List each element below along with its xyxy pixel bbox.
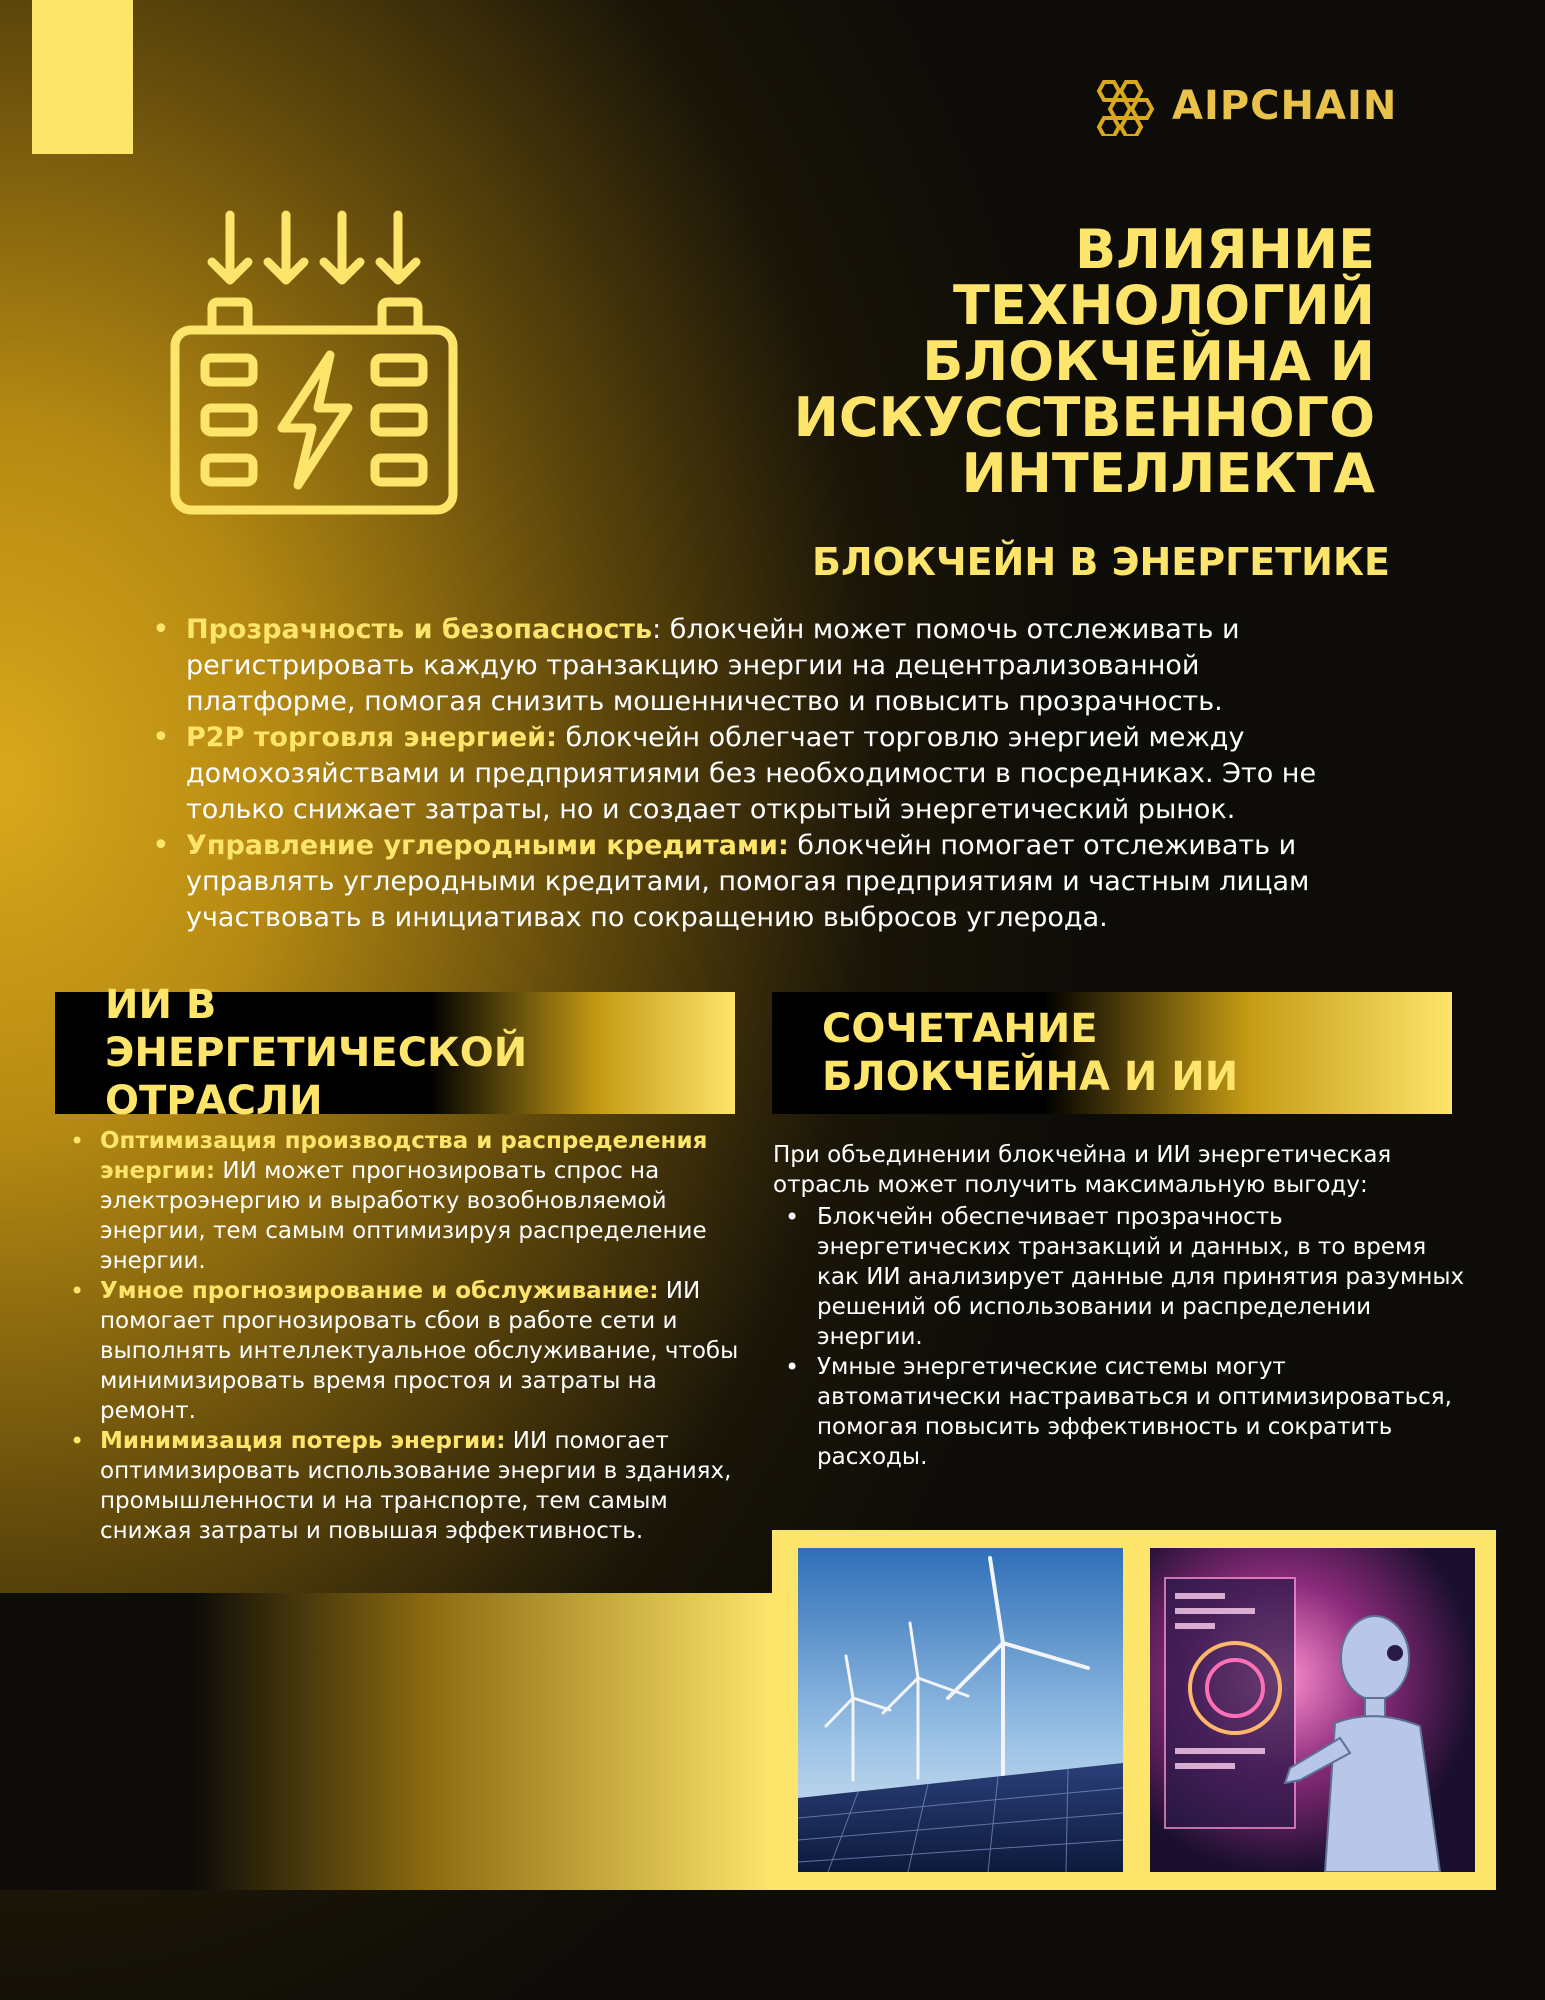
bullet-text: блокчейн облегчает торговлю энергией между домохозяйствами и предприятиями без необходимости в посредниках. Это не только снижает затраты, но и создает открытый энергетический рынок. (186, 722, 1317, 825)
ai-robot-photo (1150, 1548, 1475, 1872)
battery-charging-icon (170, 210, 460, 520)
list-item (70, 1126, 740, 1276)
list-item (150, 612, 1360, 720)
list-item (70, 1276, 740, 1426)
list-item (150, 720, 1360, 828)
wind-solar-photo (798, 1548, 1123, 1872)
bullet-title: P2P торговля энергией: (186, 722, 557, 753)
logo-text: AIPCHAIN (1172, 83, 1398, 129)
combo-section-heading (772, 992, 1452, 1114)
item-text: ИИ помогает оптимизировать использование энергии в зданиях, промышленности и на транспорте, тем самым снижая затраты и повышая эффективность. (100, 1428, 732, 1544)
bullet-text: : блокчейн может помочь отслеживать и регистрировать каждую транзакцию энергии на децентрализованной платформе, помогая снизить мошенничество и повысить прозрачность. (186, 614, 1240, 717)
intro-bullet-list (150, 612, 1360, 936)
list-item (70, 1426, 740, 1546)
ai-section-heading (55, 982, 735, 1124)
brand-logo (1092, 76, 1397, 136)
page-title: ВЛИЯНИЕ ТЕХНОЛОГИЙ БЛОКЧЕЙНА И ИСКУССТВЕННОГО ИНТЕЛЛЕКТА (793, 218, 1375, 505)
corner-accent-block (32, 0, 133, 154)
bullet-title: Прозрачность и безопасность (186, 614, 653, 645)
hexagon-network-icon (1092, 76, 1162, 136)
item-title: Умное прогнозирование и обслуживание: (100, 1278, 659, 1304)
item-text: ИИ может прогнозировать спрос на электроэнергию и выработку возобновляемой энергии, тем самым оптимизируя распределение энергии. (100, 1158, 707, 1274)
combo-section-list (785, 1202, 1465, 1472)
item-title: Минимизация потерь энергии: (100, 1428, 506, 1454)
ai-section-heading-text: ИИ В ЭНЕРГЕТИЧЕСКОЙ ОТРАСЛИ (105, 982, 528, 1124)
item-text: ИИ помогает прогнозировать сбои в работе сети и выполнять интеллектуальное обслуживание, чтобы минимизировать время простоя и затраты на ремонт. (100, 1278, 739, 1424)
list-item (150, 828, 1360, 936)
item-title: Оптимизация производства и распределения энергии: (100, 1128, 708, 1184)
combo-section-heading-text: СОЧЕТАНИЕ БЛОКЧЕЙНА И ИИ (822, 1006, 1239, 1100)
list-item: • Блокчейн обеспечивает прозрачность энергетических транзакций и данных, в то время как ИИ анализирует данные для принятия разумных решений об использовании и распределении энергии. (785, 1202, 1465, 1352)
list-item: • Умные энергетические системы могут автоматически настраиваться и оптимизироваться, помогая повысить эффективность и сократить расходы. (785, 1352, 1465, 1472)
combo-intro: При объединении блокчейна и ИИ энергетическая отрасль может получить максимальную выгоду: (773, 1142, 1392, 1198)
ai-section-list (70, 1126, 740, 1546)
bottom-gradient-band (0, 1593, 772, 1890)
page-subtitle: БЛОКЧЕЙН В ЭНЕРГЕТИКЕ (812, 540, 1390, 584)
bullet-title: Управление углеродными кредитами: (186, 830, 789, 861)
bullet-text: блокчейн помогает отслеживать и управлять углеродными кредитами, помогая предприятиям и частным лицам участвовать в инициативах по сокращению выбросов углерода. (186, 830, 1310, 933)
